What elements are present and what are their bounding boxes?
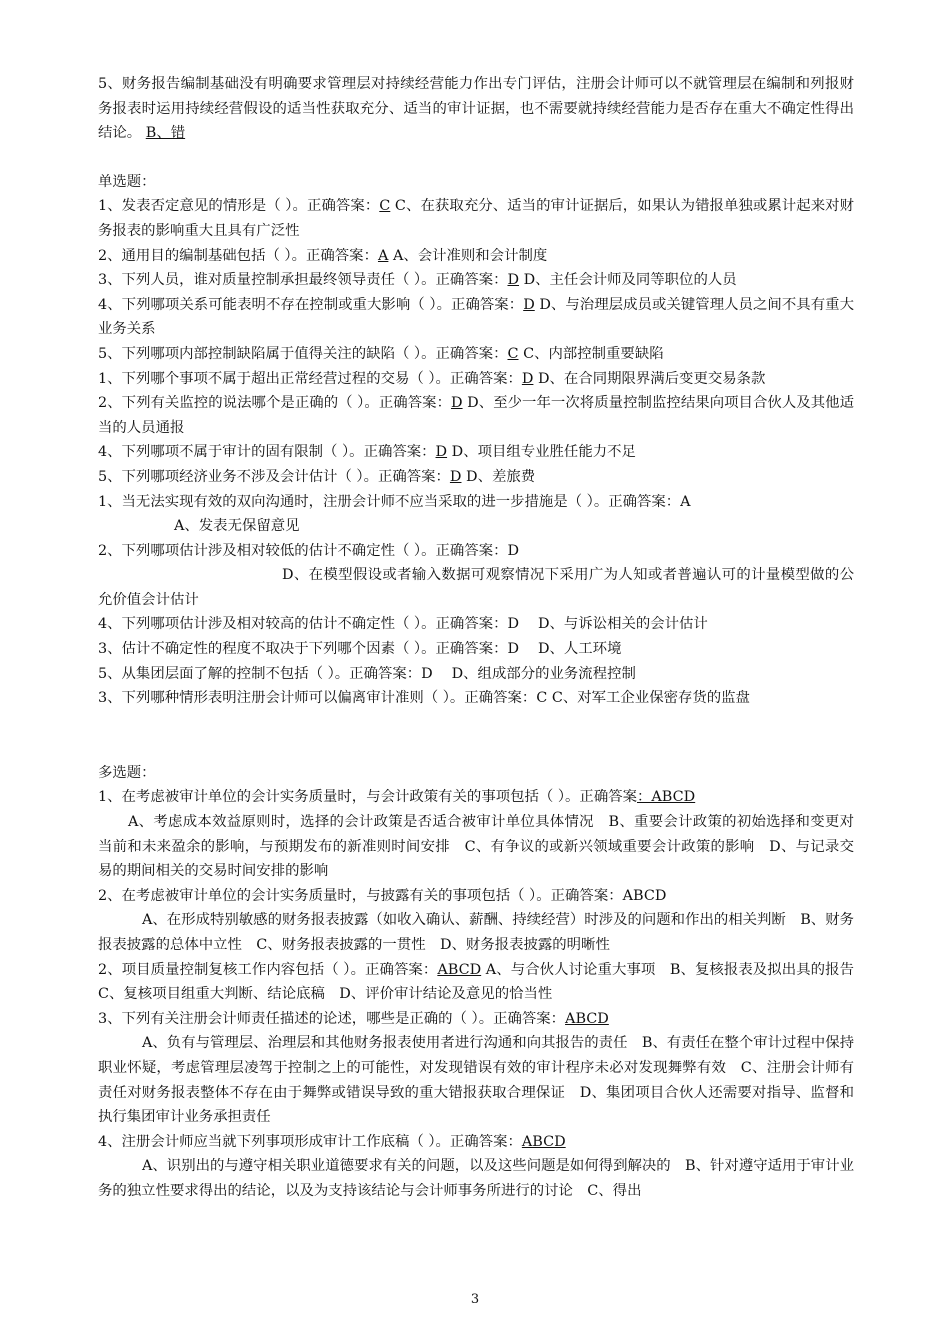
single-question: 3、下列人员，谁对质量控制承担最终领导责任（ ）。正确答案：D D、主任会计师及同等职位的人员	[98, 272, 737, 289]
answer-key: ABCD	[521, 1133, 566, 1150]
answer-option: D、在模型假设或者输入数据可观察情况下采用广为人知或者普遍认可的计量模型做的公允价值会计估计	[98, 567, 854, 608]
answer-key: C	[379, 198, 391, 215]
page-number: 3	[470, 1292, 480, 1307]
answer-options: A、在形成特别敏感的财务报表披露（如收入确认、薪酬、持续经营）时涉及的问题和作出的相关判断 B、财务报表披露的总体中立性 C、财务报表披露的一贯性 D、财务报表披露的明晰性	[98, 912, 854, 953]
answer-option: A、发表无保留意见	[174, 518, 300, 535]
multi-question: 2、项目质量控制复核工作内容包括（ ）。正确答案：ABCD A、与合伙人讨论重大事项 B、复核报表及拟出具的报告 C、复核项目组重大判断、结论底稿 D、评价审计结论及意见的恰当性	[98, 961, 869, 1003]
answer-options: A、考虑成本效益原则时，选择的会计政策是否适合被审计单位具体情况 B、重要会计政策的初始选择和变更对当前和未来盈余的影响，与预期发布的新准则时间安排 C、有争议的或新兴领域重要会计政策的影响 D、与记录交易的期间相关的交易时间安排的影响	[98, 814, 854, 880]
answer-options: A、识别出的与遵守相关职业道德要求有关的问题，以及这些问题是如何得到解决的 B、针对遵守适用于审计业务的独立性要求得出的结论，以及为支持该结论与会计师事务所进行的讨论 C、得出	[98, 1158, 854, 1199]
single-question: 1、当无法实现有效的双向沟通时，注册会计师不应当采取的进一步措施是（ ）。正确答案：A	[98, 493, 691, 510]
answer-key: C	[507, 345, 519, 362]
single-question: 2、下列哪项估计涉及相对较低的估计不确定性（ ）。正确答案：D	[98, 542, 520, 559]
multi-choice-heading: 多选题：	[98, 764, 156, 781]
multi-question: 2、在考虑被审计单位的会计实务质量时，与披露有关的事项包括（ ）。正确答案：ABCD	[98, 887, 667, 904]
answer-key: D	[451, 395, 463, 412]
multi-question: 4、注册会计师应当就下列事项形成审计工作底稿（ ）。正确答案：ABCD	[98, 1133, 566, 1150]
answer-key: A	[377, 247, 389, 264]
answer-key: D	[521, 370, 534, 387]
answer-key: ABCD	[437, 961, 482, 978]
multi-question: 1、在考虑被审计单位的会计实务质量时，与会计政策有关的事项包括（ ）。正确答案：ABCD	[98, 789, 696, 806]
single-question: 2、通用目的编制基础包括（ ）。正确答案：A A、会计准则和会计制度	[98, 247, 548, 264]
single-question: 4、下列哪项估计涉及相对较高的估计不确定性（ ）。正确答案：D D、与诉讼相关的会计估计	[98, 616, 708, 633]
answer-options: A、负有与管理层、治理层和其他财务报表使用者进行沟通和向其报告的责任 B、有责任在整个审计过程中保持职业怀疑，考虑管理层凌驾于控制之上的可能性，对发现错误有效的审计程序未必对发现舞弊有效 C、注册会计师有责任对财务报表整体不存在由于舞弊或错误导致的重大错报获取合理保证 D、集团项目合伙人还需要对指导、监督和执行集团审计业务承担责任	[98, 1035, 854, 1126]
single-question: 4、下列哪项关系可能表明不存在控制或重大影响（ ）。正确答案：D D、与治理层成员或关键管理人员之间不具有重大业务关系	[98, 296, 854, 338]
single-question: 5、下列哪项经济业务不涉及会计估计（ ）。正确答案：D D、差旅费	[98, 468, 536, 485]
tf-question-5-answer: B、错	[145, 125, 186, 142]
single-question: 5、从集团层面了解的控制不包括（ ）。正确答案：D D、组成部分的业务流程控制	[98, 665, 636, 682]
single-question: 1、下列哪个事项不属于超出正常经营过程的交易（ ）。正确答案：D D、在合同期限界满后变更交易条款	[98, 370, 766, 387]
answer-key: ：ABCD	[637, 789, 696, 806]
answer-key: D	[435, 444, 448, 461]
single-question: 2、下列有关监控的说法哪个是正确的（ ）。正确答案：D D、至少一年一次将质量控制监控结果向项目合伙人及其他适当的人员通报	[98, 395, 854, 436]
answer-key: D	[523, 296, 535, 313]
answer-key: D	[507, 272, 520, 289]
single-choice-heading: 单选题：	[98, 173, 156, 190]
single-question: 5、下列哪项内部控制缺陷属于值得关注的缺陷（ ）。正确答案：C C、内部控制重要缺陷	[98, 345, 664, 362]
page-content	[98, 72, 869, 1204]
multi-question: 3、下列有关注册会计师责任描述的论述，哪些是正确的（ ）。正确答案：ABCD	[98, 1010, 609, 1027]
single-question: 3、下列哪种情形表明注册会计师可以偏离审计准则（ ）。正确答案：C C、对军工企业保密存货的监盘	[98, 690, 750, 707]
single-question: 3、估计不确定性的程度不取决于下列哪个因素（ ）。正确答案：D D、人工环境	[98, 641, 622, 658]
single-question: 4、下列哪项不属于审计的固有限制（ ）。正确答案：D D、项目组专业胜任能力不足	[98, 444, 636, 461]
answer-key: D	[449, 468, 462, 485]
answer-key: ABCD	[565, 1010, 609, 1027]
tf-question-5: 5、财务报告编制基础没有明确要求管理层对持续经营能力作出专门评估，注册会计师可以不就管理层在编制和列报财务报表时运用持续经营假设的适当性获取充分、适当的审计证据，也不需要就持续经营能力是否存在重大不确定性得出结论。 B、错	[98, 76, 854, 142]
single-question: 1、发表否定意见的情形是（ ）。正确答案：C C、在获取充分、适当的审计证据后，如果认为错报单独或累计起来对财务报表的影响重大且具有广泛性	[98, 198, 854, 239]
